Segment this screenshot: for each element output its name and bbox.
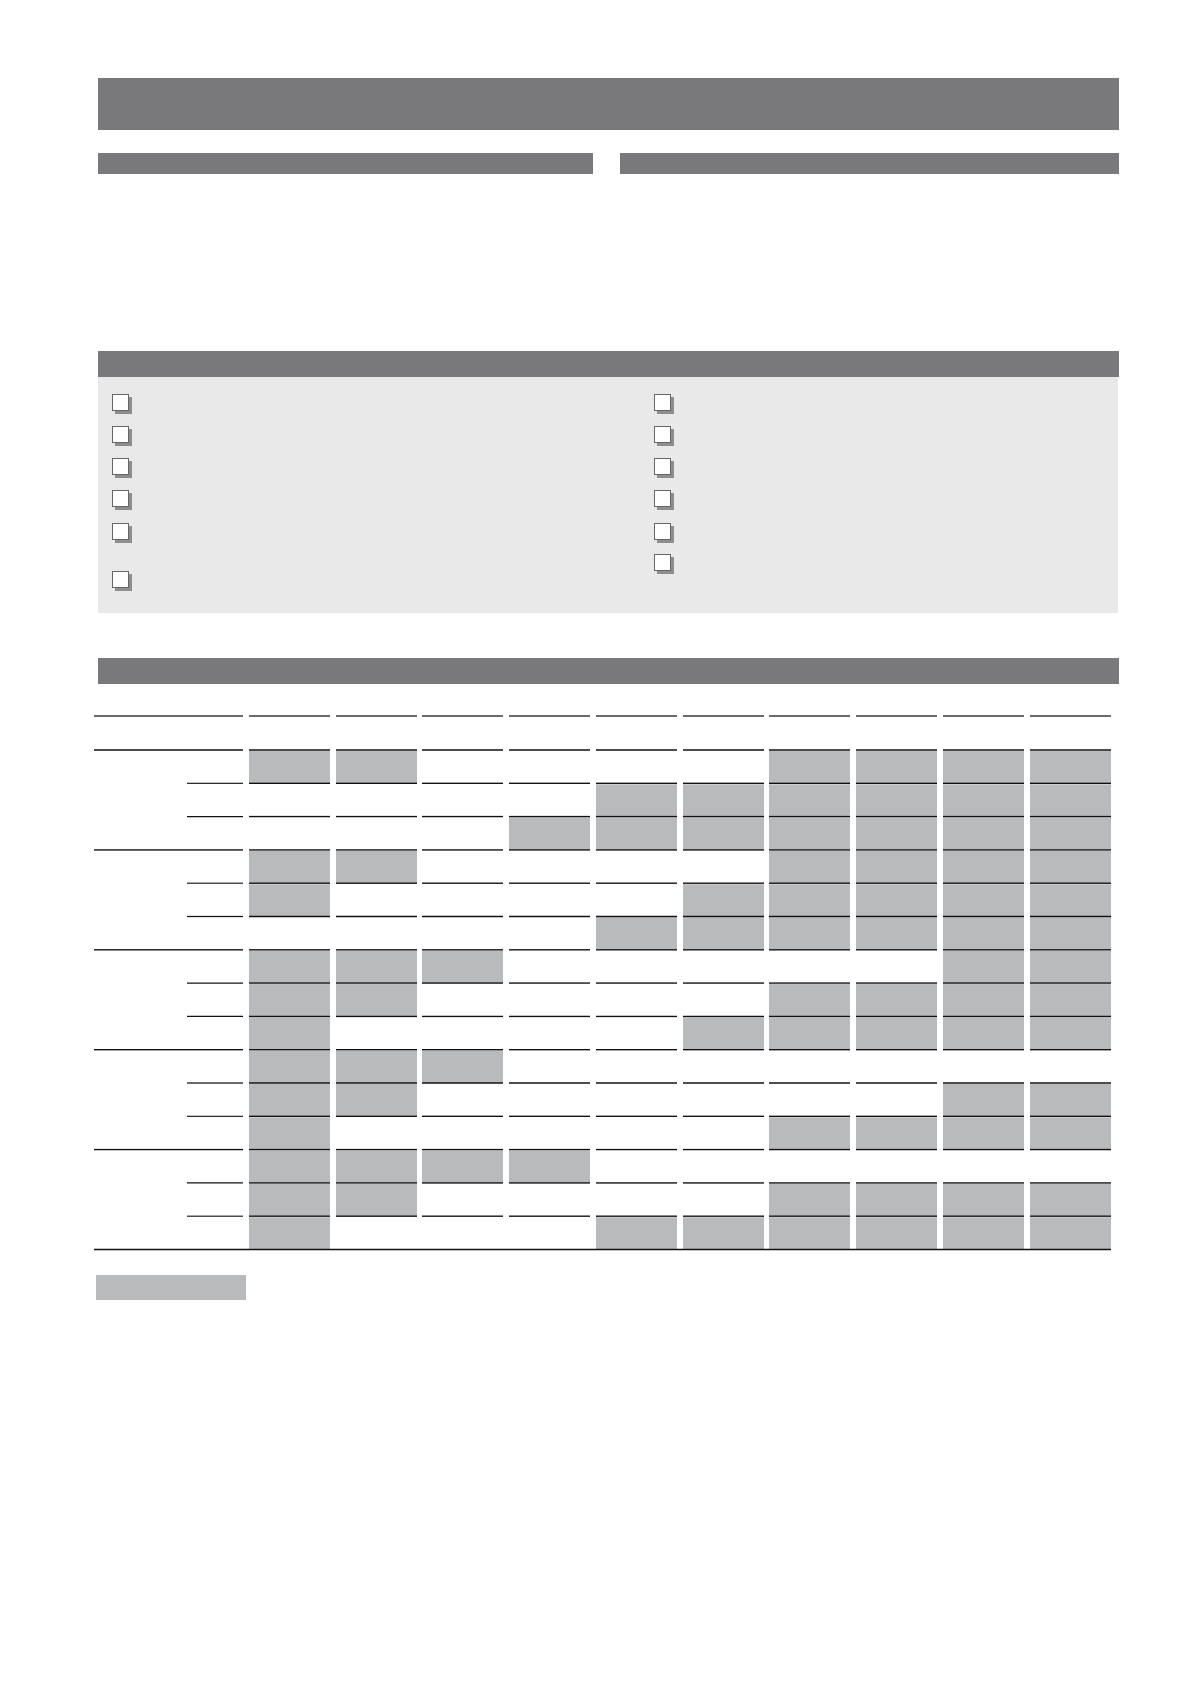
cell-filled-1-2-9 [943, 784, 1024, 816]
cell-filled-1-2-5 [596, 784, 677, 816]
cell-filled-2-2-9 [943, 884, 1024, 916]
cell-filled-1-2-7 [769, 784, 850, 816]
cell-filled-1-3-10 [1030, 818, 1111, 850]
cell-filled-2-1-10 [1030, 851, 1111, 883]
cell-filled-4-2-9 [943, 1084, 1024, 1116]
cell-filled-2-3-9 [943, 918, 1024, 950]
cell-filled-1-3-8 [856, 818, 937, 850]
cell-filled-4-1-3 [422, 1051, 503, 1083]
cell-filled-5-3-10 [1030, 1217, 1111, 1249]
cell-filled-5-1-4 [509, 1151, 590, 1183]
cell-filled-2-2-1 [249, 884, 330, 916]
cell-filled-2-2-8 [856, 884, 937, 916]
cell-filled-5-3-7 [769, 1217, 850, 1249]
cell-filled-2-2-10 [1030, 884, 1111, 916]
cell-filled-4-2-10 [1030, 1084, 1111, 1116]
cell-filled-5-2-9 [943, 1184, 1024, 1216]
cell-filled-1-2-8 [856, 784, 937, 816]
cell-filled-4-2-1 [249, 1084, 330, 1116]
cell-filled-1-3-5 [596, 818, 677, 850]
cell-filled-5-1-1 [249, 1151, 330, 1183]
cell-filled-3-2-10 [1030, 984, 1111, 1016]
cell-filled-4-3-9 [943, 1117, 1024, 1149]
cell-filled-1-1-1 [249, 751, 330, 783]
cell-filled-2-2-7 [769, 884, 850, 916]
cell-filled-3-1-3 [422, 951, 503, 983]
cell-filled-2-1-2 [336, 851, 417, 883]
cell-filled-1-3-6 [683, 818, 764, 850]
cell-filled-2-2-6 [683, 884, 764, 916]
cell-filled-2-3-6 [683, 918, 764, 950]
cell-filled-2-3-7 [769, 918, 850, 950]
cell-filled-5-2-10 [1030, 1184, 1111, 1216]
cell-filled-4-1-1 [249, 1051, 330, 1083]
cell-filled-4-3-8 [856, 1117, 937, 1149]
cell-filled-5-3-5 [596, 1217, 677, 1249]
cell-filled-1-1-2 [336, 751, 417, 783]
cell-filled-5-2-1 [249, 1184, 330, 1216]
cell-filled-4-3-10 [1030, 1117, 1111, 1149]
cell-filled-1-3-4 [509, 818, 590, 850]
cell-filled-2-1-7 [769, 851, 850, 883]
legend-swatch [96, 1275, 246, 1300]
cell-filled-3-3-9 [943, 1017, 1024, 1049]
cell-filled-5-3-9 [943, 1217, 1024, 1249]
cell-filled-1-3-7 [769, 818, 850, 850]
cell-filled-3-1-10 [1030, 951, 1111, 983]
cell-filled-3-2-9 [943, 984, 1024, 1016]
cell-filled-2-1-9 [943, 851, 1024, 883]
cell-filled-5-3-1 [249, 1217, 330, 1249]
cell-filled-1-2-10 [1030, 784, 1111, 816]
cell-filled-1-2-6 [683, 784, 764, 816]
cell-filled-3-3-7 [769, 1017, 850, 1049]
cell-filled-2-1-8 [856, 851, 937, 883]
cell-filled-3-1-9 [943, 951, 1024, 983]
cell-filled-2-3-10 [1030, 918, 1111, 950]
cell-filled-5-1-2 [336, 1151, 417, 1183]
cell-filled-4-3-7 [769, 1117, 850, 1149]
cell-filled-3-2-2 [336, 984, 417, 1016]
cell-filled-3-1-1 [249, 951, 330, 983]
cell-filled-4-1-2 [336, 1051, 417, 1083]
cell-filled-3-3-8 [856, 1017, 937, 1049]
cell-filled-3-3-10 [1030, 1017, 1111, 1049]
cell-filled-5-3-8 [856, 1217, 937, 1249]
cell-filled-4-2-2 [336, 1084, 417, 1116]
cell-filled-3-2-8 [856, 984, 937, 1016]
cell-filled-5-2-8 [856, 1184, 937, 1216]
cell-filled-3-3-1 [249, 1017, 330, 1049]
cell-filled-2-3-8 [856, 918, 937, 950]
cell-filled-5-2-7 [769, 1184, 850, 1216]
cell-filled-2-1-1 [249, 851, 330, 883]
cell-filled-3-3-6 [683, 1017, 764, 1049]
cell-filled-1-1-9 [943, 751, 1024, 783]
cell-filled-5-1-3 [422, 1151, 503, 1183]
cell-filled-1-1-7 [769, 751, 850, 783]
cell-filled-4-3-1 [249, 1117, 330, 1149]
cell-filled-2-3-5 [596, 918, 677, 950]
cell-filled-1-1-10 [1030, 751, 1111, 783]
cell-filled-5-3-6 [683, 1217, 764, 1249]
cell-filled-5-2-2 [336, 1184, 417, 1216]
cell-filled-1-1-8 [856, 751, 937, 783]
cell-filled-3-2-1 [249, 984, 330, 1016]
cell-filled-3-2-7 [769, 984, 850, 1016]
cell-filled-1-3-9 [943, 818, 1024, 850]
cell-filled-3-1-2 [336, 951, 417, 983]
